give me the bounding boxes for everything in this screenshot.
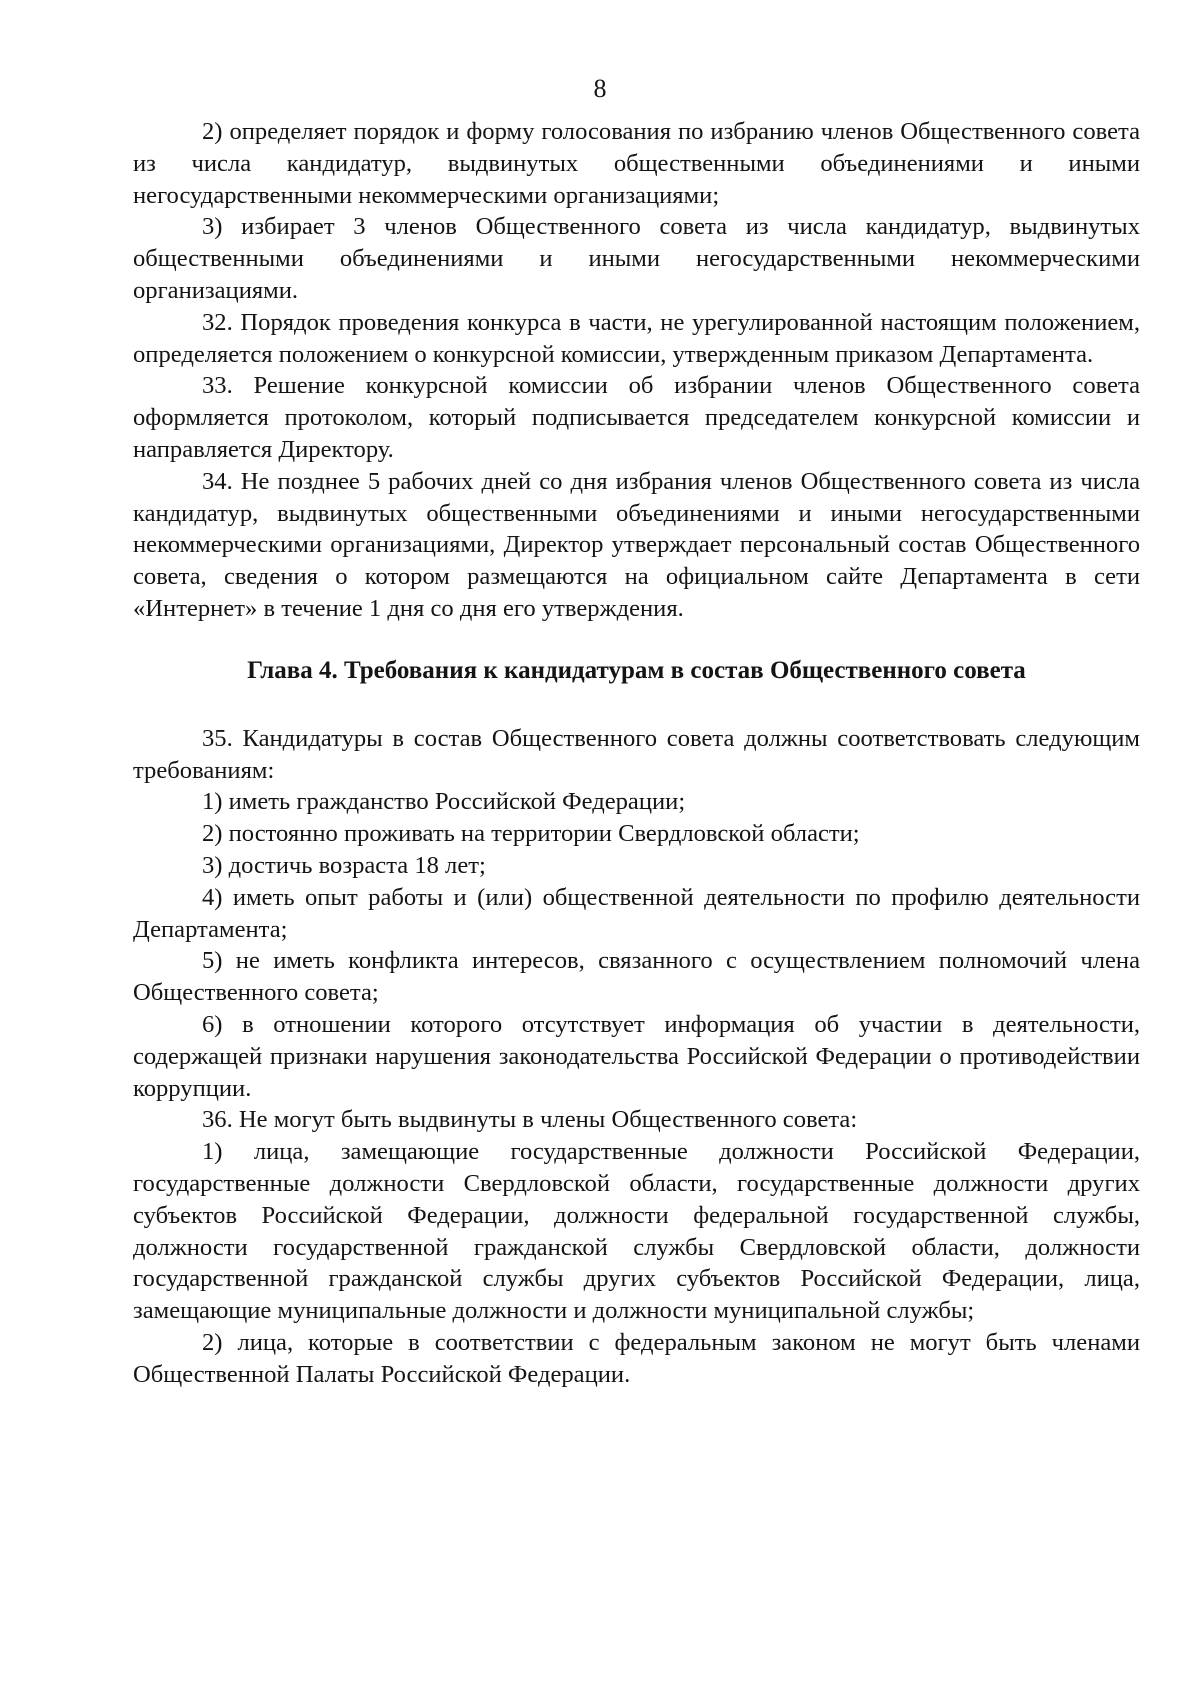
paragraph-item-3-elects-members: 3) избирает 3 членов Общественного совета из числа кандидатур, выдвинутых общественными объединениями и иными негосударственными некоммерческими организациями. bbox=[133, 213, 1140, 304]
paragraph-36: 36. Не могут быть выдвинуты в члены Общественного совета: bbox=[202, 1106, 858, 1134]
requirement-item-2: 2) постоянно проживать на территории Свердловской области; bbox=[202, 820, 860, 848]
requirement-item-4: 4) иметь опыт работы и (или) общественной деятельности по профилю деятельности Департамента; bbox=[133, 883, 1140, 943]
paragraph-32: 32. Порядок проведения конкурса в части, не урегулированной настоящим положением, определяется положением о конкурсной комиссии, утвержденным приказом Департамента. bbox=[133, 308, 1140, 368]
paragraph-34: 34. Не позднее 5 рабочих дней со дня избрания членов Общественного совета из числа кандидатур, выдвинутых общественными объединениями и иными негосударственными некоммерческими организациями, Директор утверждает персональный состав Общественного совета, сведения о котором размещаются на официальном сайте Департамента в сети «Интернет» в течение 1 дня со дня его утверждения. bbox=[133, 467, 1140, 622]
paragraph-35: 35. Кандидатуры в состав Общественного совета должны соответствовать следующим требованиям: bbox=[133, 724, 1140, 784]
document-body bbox=[133, 116, 1140, 1390]
requirement-item-6: 6) в отношении которого отсутствует информация об участии в деятельности, содержащей признаки нарушения законодательства Российской Федерации о противодействии коррупции. bbox=[133, 1010, 1140, 1102]
chapter-heading: Глава 4. Требования к кандидатурам в состав Общественного совета bbox=[247, 656, 1026, 684]
exclusion-item-2: 2) лица, которые в соответствии с федеральным законом не могут быть членами Общественной Палаты Российской Федерации. bbox=[133, 1328, 1140, 1388]
paragraph-33: 33. Решение конкурсной комиссии об избрании членов Общественного совета оформляется протоколом, который подписывается председателем конкурсной комиссии и направляется Директору. bbox=[133, 372, 1140, 463]
requirement-item-5: 5) не иметь конфликта интересов, связанного с осуществлением полномочий члена Общественного совета; bbox=[133, 947, 1140, 1007]
requirement-item-1: 1) иметь гражданство Российской Федерации; bbox=[202, 788, 686, 816]
paragraph-item-2-voting-procedure: 2) определяет порядок и форму голосования по избранию членов Общественного совета из числа кандидатур, выдвинутых общественными объединениями и иными негосударственными некоммерческими организациями; bbox=[133, 118, 1140, 209]
requirement-item-3: 3) достичь возраста 18 лет; bbox=[202, 851, 486, 879]
page-number: 8 bbox=[593, 74, 607, 103]
exclusion-item-1: 1) лица, замещающие государственные должности Российской Федерации, государственные должности Свердловской области, государственные должности других субъектов Российской Федерации, должности федеральной государственной службы, должности государственной гражданской службы Свердловской области, должности государственной гражданской службы других субъектов Российской Федерации, лица, замещающие муниципальные должности и должности муниципальной службы; bbox=[133, 1138, 1140, 1325]
